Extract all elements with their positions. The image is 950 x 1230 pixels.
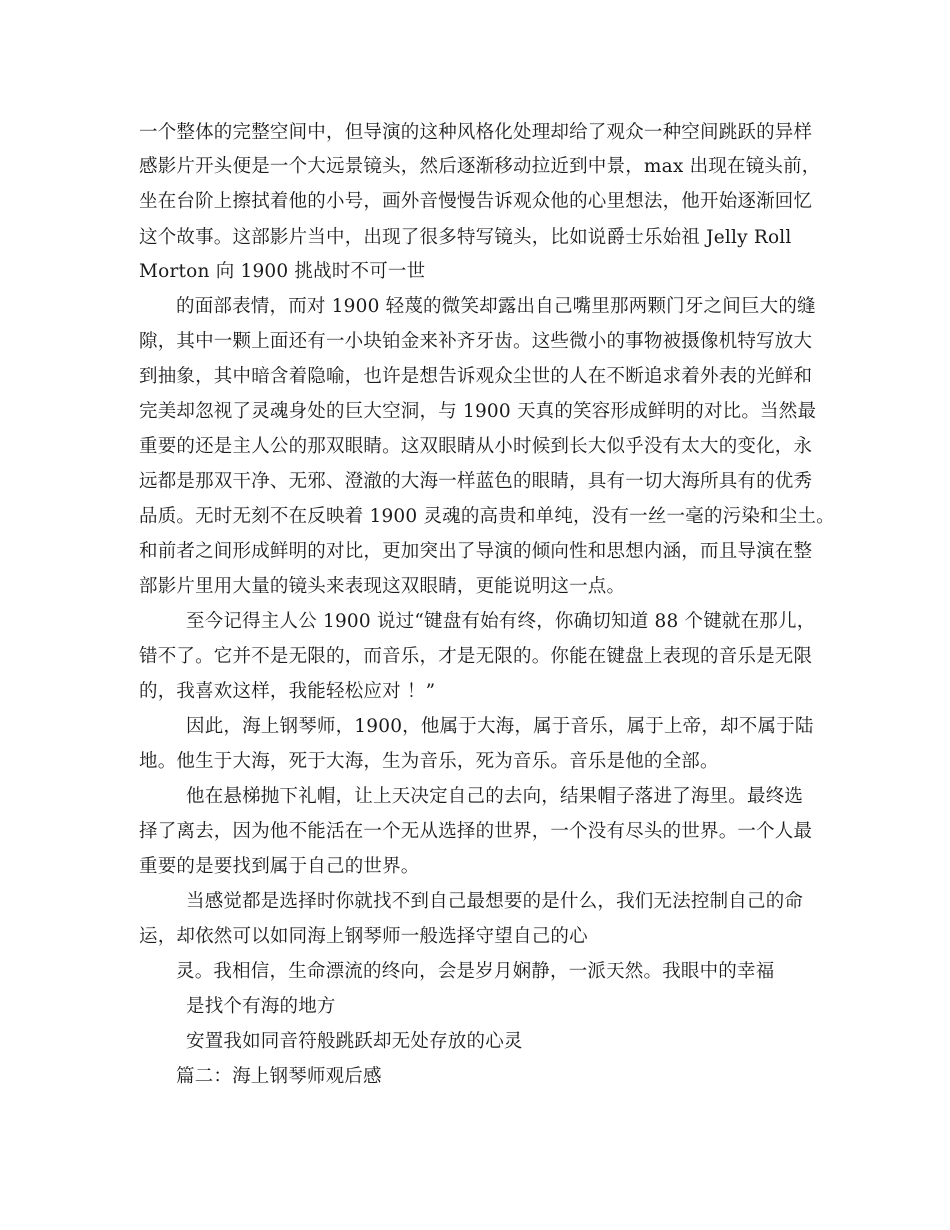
text-line: 当感觉都是选择时你就找不到自己最想要的是什么，我们无法控制自己的命 [186,891,804,912]
text-line: 他在悬梯抛下礼帽，让上天决定自己的去向，结果帽子落进了海里。最终选 [186,786,804,807]
text-line: 这个故事。这部影片当中，出现了很多特写镜头，比如说爵士乐始祖 Jelly Roll [139,227,792,248]
text-line: 运，却依然可以如同海上钢琴师一般选择守望自己的心 [139,926,588,947]
text-line: 择了离去，因为他不能活在一个无从选择的世界，一个没有尽头的世界。一个人最 [139,821,813,842]
text-line: 部影片里用大量的镜头来表现这双眼睛，更能说明这一点。 [139,576,626,597]
text-line: 和前者之间形成鲜明的对比，更加突出了导演的倾向性和思想内涵，而且导演在整 [139,541,813,562]
text-line: 隙，其中一颗上面还有一小块铂金来补齐牙齿。这些微小的事物被摄像机特写放大 [139,331,813,352]
text-line: 地。他生于大海，死于大海，生为音乐，死为音乐。音乐是他的全部。 [139,751,719,772]
text-line: 错不了。它并不是无限的，而音乐，才是无限的。你能在键盘上表现的音乐是无限 [139,646,813,667]
text-line: 的，我喜欢这样，我能轻松应对 ！” [139,681,436,702]
text-line: 远都是那双干净、无邪、澄澈的大海一样蓝色的眼睛，具有一切大海所具有的优秀 [139,471,813,492]
text-line: 到抽象，其中暗含着隐喻，也许是想告诉观众尘世的人在不断追求着外表的光鲜和 [139,366,813,387]
text-line: 安置我如同音符般跳跃却无处存放的心灵 [186,1031,523,1052]
text-line: 因此，海上钢琴师，1900，他属于大海，属于音乐，属于上帝，却不属于陆 [186,716,814,737]
text-line: 的面部表情，而对 1900 轻蔑的微笑却露出自己嘴里那两颗门牙之间巨大的缝 [176,296,816,317]
text-line: 重要的是要找到属于自己的世界。 [139,856,420,877]
text-line: 感影片开头便是一个大远景镜头，然后逐渐移动拉近到中景，max 出现在镜头前， [139,156,821,177]
text-line: 至今记得主人公 1900 说过“键盘有始有终，你确切知道 88 个键就在那儿， [186,611,816,632]
text-line: 灵。我相信，生命漂流的终向，会是岁月娴静，一派天然。我眼中的幸福 [176,961,775,982]
text-line: 是找个有海的地方 [186,996,336,1017]
text-line: 完美却忽视了灵魂身处的巨大空洞，与 1900 天真的笑容形成鲜明的对比。当然最 [139,401,817,422]
text-line: 坐在台阶上擦拭着他的小号，画外音慢慢告诉观众他的心里想法，他开始逐渐回忆 [139,191,813,212]
text-line: 一个整体的完整空间中，但导演的这种风格化处理却给了观众一种空间跳跃的异样 [139,122,813,143]
text-line: 品质。无时无刻不在反映着 1900 灵魂的高贵和单纯，没有一丝一毫的污染和尘土。 [139,506,835,527]
text-line: 重要的还是主人公的那双眼睛。这双眼睛从小时候到长大似乎没有太大的变化，永 [139,436,813,457]
section-heading: 篇二：海上钢琴师观后感 [176,1066,382,1087]
text-line: Morton 向 1900 挑战时不可一世 [139,261,426,282]
